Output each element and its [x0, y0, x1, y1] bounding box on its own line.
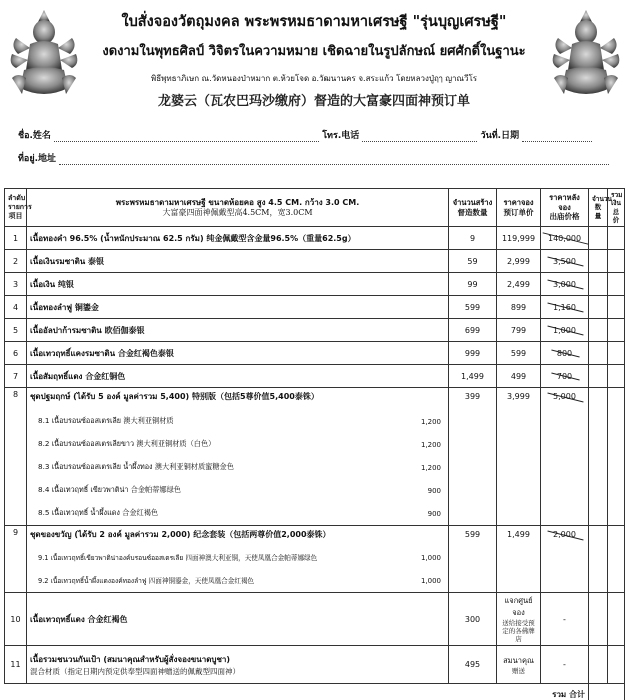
header-description: พระพรหมธาดามหาเศรษฐี ขนาดห้อยคอ สูง 4.5 CM. กว้าง 3.0 CM. 大富豪四面神佩戴型高4.5CM，宽3.0CM	[27, 189, 449, 227]
qty-cell[interactable]	[589, 593, 608, 646]
form-row-name	[18, 128, 592, 142]
name-label: ชื่อ.姓名	[18, 131, 51, 141]
header-price: ราคาจอง 预订单价	[497, 189, 541, 227]
qty-cell[interactable]	[589, 365, 608, 388]
document-title: ใบสั่งจองวัตถุมงคล พระพรหมธาดามหาเศรษฐี "รุ่นบุญเศรษฐี"	[121, 13, 507, 30]
total-cell	[608, 593, 625, 646]
set8-item: 8.4 เนื้อเทวฤทธิ์ เขียวพาติน่า 合金帕蒂娜绿色 900	[38, 485, 441, 495]
address-field[interactable]	[59, 156, 609, 165]
qty-cell[interactable]	[589, 250, 608, 273]
total-cell	[608, 526, 625, 593]
original-price: 800	[553, 349, 576, 358]
table-row: 5 เนื้ออัลปาก้ารมซาติน 欧佰伽泰银 699 799 1,000	[5, 319, 625, 342]
table-row-set9: 9 ชุดของขวัญ (ได้รับ 2 องค์ มูลค่ารวม 2,000) 纪念套装（包括两尊价值2,000泰铢） 9.1 เนื้อเทวฤทธิ์เขียวพาติน่าองค์บรอนซ์ออสเตรเลีย 四面神澳大利亚铜，天使凤凰合金帕蒂娜绿色 1,000 9.2 เนื้อเทวฤทธิ์น้ำผึ้งแดงองค์ทองลำฟู 四面神铜鎏金，天使凤凰合金红褐色 1,000 599 1,499 2,000	[5, 526, 625, 593]
date-field[interactable]	[522, 133, 592, 142]
total-label: รวม 合计	[552, 689, 585, 699]
original-price: 3,500	[549, 257, 580, 266]
set8-item: 8.3 เนื้อบรอนซ์ออสเตรเลีย น้ำผึ้งทอง 澳大利亚铜材质蜜糖金色 1,200	[38, 462, 441, 472]
qty-cell[interactable]	[589, 296, 608, 319]
brahma-emblem-icon	[8, 8, 80, 100]
header-qty: จำนวน 数量	[589, 189, 608, 227]
header-no: ลำดับ รายการ 项目	[5, 189, 27, 227]
set8-item: 8.2 เนื้อบรอนซ์ออสเตรเลียขาว 澳大利亚铜材质（白色） 1,200	[38, 439, 441, 449]
table-row: 3 เนื้อเงิน 纯银 99 2,499 3,000	[5, 273, 625, 296]
total-cell	[608, 342, 625, 365]
qty-cell[interactable]	[589, 388, 608, 526]
phone-label: โทร.电话	[322, 131, 360, 141]
header-qty-made: จำนวนสร้าง 督造数量	[449, 189, 497, 227]
original-price: 140,000	[544, 234, 585, 243]
qty-cell[interactable]	[589, 319, 608, 342]
address-label: ที่อยู่.地址	[18, 154, 57, 164]
table-row: 1 เนื้อทองคำ 96.5% (น้ำหนักประมาณ 62.5 กรัม) 纯金佩戴型含金量96.5%（重量62.5g） 9 119,999 140,000	[5, 227, 625, 250]
table-row: 10 เนื้อเทวฤทธิ์แดง 合金红褐色 300 แจกศูนย์จอง 送给接受预定的各佛牌店 -	[5, 593, 625, 646]
total-cell	[608, 250, 625, 273]
total-cell	[608, 646, 625, 684]
total-cell	[608, 365, 625, 388]
set8-item: 8.1 เนื้อบรอนซ์ออสเตรเลีย 澳大利亚铜材质 1,200	[38, 416, 441, 426]
table-header-row	[5, 189, 625, 227]
original-price: 5,000	[549, 392, 580, 401]
qty-cell[interactable]	[589, 646, 608, 684]
table-row: 4 เนื้อทองลำฟู 铜鎏金 599 899 1,160	[5, 296, 625, 319]
grand-total-cell	[589, 684, 625, 700]
qty-cell[interactable]	[589, 227, 608, 250]
original-price: 2,000	[549, 530, 580, 539]
table-row-set8: 8 ชุดปฐมฤกษ์ (ได้รับ 5 องค์ มูลค่ารวม 5,400) 特别版（包括5尊价值5,400泰铢） 8.1 เนื้อบรอนซ์ออสเตรเลีย 澳大利亚铜材质 1,200 8.2 เนื้อบรอนซ์ออสเตรเลียขาว 澳大利亚铜材质（白色） 1,200 8.3 เนื้อบรอนซ์ออสเตรเลีย น้ำผึ้งทอง 澳大利亚铜材质蜜糖金色 1,200 8.4 เนื้อเทวฤทธิ์ เขียวพาติน่า 合金帕蒂娜绿色 900 8.5 เนื้อเทวฤทธิ์ น้ำผึ้งแดง 合金红褐色 900 399 3,999 5,000	[5, 388, 625, 526]
total-cell	[608, 319, 625, 342]
qty-cell[interactable]	[589, 526, 608, 593]
header-total: รวมเงิน 总价	[608, 189, 625, 227]
form-row-address	[18, 151, 609, 165]
set8-item: 8.5 เนื้อเทวฤทธิ์ น้ำผึ้งแดง 合金红褐色 900	[38, 508, 441, 518]
chinese-title: 龙婆云（瓦农巴玛沙缴府）督造的大富豪四面神预订单	[157, 94, 470, 109]
qty-cell[interactable]	[589, 342, 608, 365]
original-price: 1,160	[549, 303, 580, 312]
date-label: วันที่.日期	[480, 131, 520, 141]
document-subtitle: งดงามในพุทธศิลป์ วิจิตรในความหมาย เชิดฉายในรูปลักษณ์ ยศศักดิ์ในฐานะ	[102, 44, 526, 59]
set9-title: ชุดของขวัญ (ได้รับ 2 องค์ มูลค่ารวม 2,000) 纪念套装（包括两尊价值2,000泰铢）	[30, 530, 331, 539]
total-cell	[608, 296, 625, 319]
header-after-price: ราคาหลังจอง 出庙价格	[541, 189, 589, 227]
table-row: 11 เนื้อรวมชนวนกันเป้า (สมนาคุณสำหรับผู้สั่งจองขนาดบูชา) 混合材质（指定日期内预定供奉型四面神赠送的佩戴型四面神） 495 สมนาคุณ 赠送 -	[5, 646, 625, 684]
name-field[interactable]	[54, 133, 319, 142]
table-row: 2 เนื้อเงินรมซาติน 泰银 59 2,999 3,500	[5, 250, 625, 273]
table-row: 6 เนื้อเทวฤทธิ์แคงรมซาติน 合金红褐色泰银 999 599 800	[5, 342, 625, 365]
set9-item: 9.1 เนื้อเทวฤทธิ์เขียวพาติน่าองค์บรอนซ์ออสเตรเลีย 四面神澳大利亚铜，天使凤凰合金帕蒂娜绿色 1,000	[38, 553, 441, 562]
table-row: 7 เนื้อสัมฤทธิ์แดง 合金红铜色 1,499 499 700	[5, 365, 625, 388]
ceremony-info: พิธีพุทธาภิเษก ณ.วัดหนองป่าหมาก ต.ห้วยโจด อ.วัฒนานคร จ.สระแก้ว โดยหลวงปู่ฤๅ ญาณวีโร	[150, 74, 478, 83]
brahma-emblem-icon	[550, 8, 622, 100]
total-cell	[608, 388, 625, 526]
order-table	[4, 188, 625, 700]
total-cell	[608, 227, 625, 250]
qty-cell[interactable]	[589, 273, 608, 296]
phone-field[interactable]	[362, 133, 477, 142]
original-price: 3,000	[549, 280, 580, 289]
total-row	[5, 684, 625, 700]
set9-item: 9.2 เนื้อเทวฤทธิ์น้ำผึ้งแดงองค์ทองลำฟู 四面神铜鎏金，天使凤凰合金红褐色 1,000	[38, 576, 441, 585]
total-cell	[608, 273, 625, 296]
set8-title: ชุดปฐมฤกษ์ (ได้รับ 5 องค์ มูลค่ารวม 5,400) 特别版（包括5尊价值5,400泰铢）	[30, 392, 319, 401]
original-price: 1,000	[549, 326, 580, 335]
original-price: 700	[553, 372, 576, 381]
